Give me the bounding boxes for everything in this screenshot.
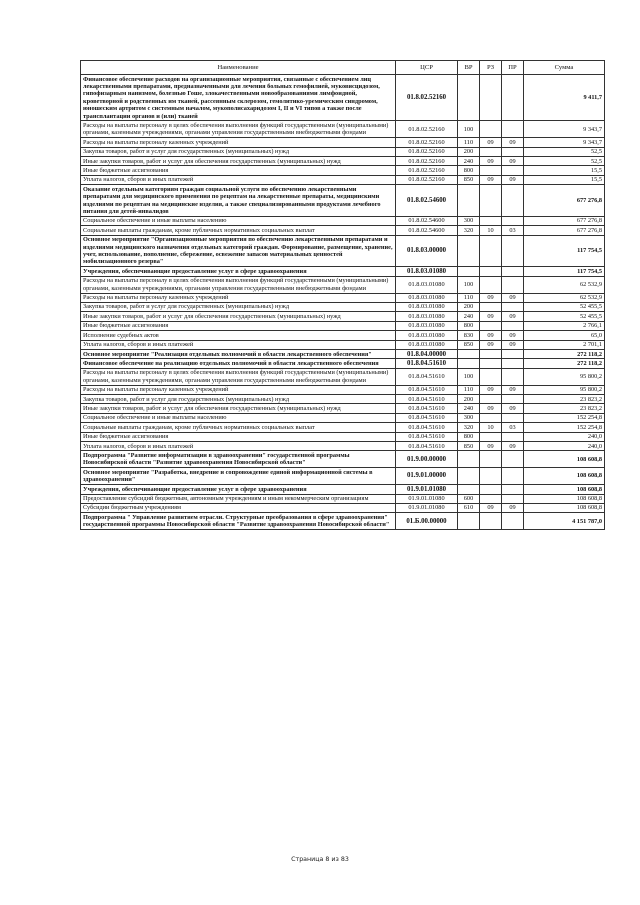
cell-csr: 01.8.04.51610 — [396, 432, 458, 441]
cell-rz — [480, 368, 502, 385]
cell-sum: 677 276,8 — [524, 216, 605, 225]
table-row — [81, 185, 605, 217]
cell-name: Уплата налогов, сборов и иных платежей — [81, 340, 396, 349]
cell-csr: 01.8.03.01080 — [396, 331, 458, 340]
cell-sum: 9 343,7 — [524, 121, 605, 138]
cell-rz: 09 — [480, 312, 502, 321]
cell-sum: 108 608,8 — [524, 485, 605, 494]
table-row — [81, 331, 605, 340]
cell-csr: 01.8.02.52160 — [396, 121, 458, 138]
table-row — [81, 485, 605, 494]
cell-rz — [480, 276, 502, 293]
table-row — [81, 166, 605, 175]
header-csr: ЦСР — [396, 61, 458, 75]
cell-vr: 240 — [458, 404, 480, 413]
cell-pr: 09 — [502, 331, 524, 340]
cell-vr — [458, 235, 480, 267]
table-row — [81, 404, 605, 413]
cell-sum: 52 455,5 — [524, 302, 605, 311]
cell-vr — [458, 75, 480, 121]
cell-rz — [480, 166, 502, 175]
cell-pr — [502, 147, 524, 156]
cell-rz — [480, 185, 502, 217]
cell-csr: 01.8.04.51610 — [396, 404, 458, 413]
cell-sum: 62 532,9 — [524, 276, 605, 293]
cell-sum: 240,0 — [524, 432, 605, 441]
cell-csr: 01.8.02.52160 — [396, 147, 458, 156]
cell-rz — [480, 321, 502, 330]
cell-rz — [480, 432, 502, 441]
cell-sum: 62 532,9 — [524, 293, 605, 302]
cell-sum: 15,5 — [524, 166, 605, 175]
cell-sum: 152 254,8 — [524, 413, 605, 422]
cell-vr: 110 — [458, 138, 480, 147]
cell-pr — [502, 302, 524, 311]
cell-rz — [480, 147, 502, 156]
cell-csr: 01.8.02.54600 — [396, 216, 458, 225]
table-row — [81, 423, 605, 432]
header-name: Наименование — [81, 61, 396, 75]
cell-sum: 677 276,8 — [524, 185, 605, 217]
cell-vr — [458, 468, 480, 485]
table-row — [81, 503, 605, 512]
cell-name: Финансовое обеспечение расходов на организационные мероприятия, связанные с обеспечением лиц лекарственными препаратами, предназначенными для лечения больных гемофилией, муковисцидозом, гипофизарным нанизмом, болезнью Гоше, злокачественными новообразованиями лимфоидной, кроветворной и родственных им тканей, рассеянным склерозом, гемолитико-уремическим синдромом, юношеским артритом с системным началом, мукополисахаридозом I, II и VI типов а также после трансплантации органов и (или) тканей — [81, 75, 396, 121]
cell-vr: 850 — [458, 442, 480, 451]
cell-rz — [480, 121, 502, 138]
cell-sum: 52,5 — [524, 157, 605, 166]
cell-csr: 01.8.02.52160 — [396, 75, 458, 121]
cell-vr: 300 — [458, 216, 480, 225]
cell-pr: 03 — [502, 226, 524, 235]
cell-rz — [480, 451, 502, 468]
cell-csr: 01.8.02.54600 — [396, 185, 458, 217]
cell-rz — [480, 350, 502, 359]
cell-name: Иные бюджетные ассигнования — [81, 321, 396, 330]
cell-rz — [480, 302, 502, 311]
cell-csr: 01.8.04.51610 — [396, 395, 458, 404]
table-row — [81, 267, 605, 276]
cell-csr: 01.8.04.51610 — [396, 423, 458, 432]
cell-sum: 9 343,7 — [524, 138, 605, 147]
cell-pr — [502, 121, 524, 138]
cell-rz: 09 — [480, 175, 502, 184]
cell-vr — [458, 267, 480, 276]
cell-csr: 01.8.02.52160 — [396, 166, 458, 175]
cell-csr: 01.Б.00.00000 — [396, 513, 458, 530]
cell-rz: 09 — [480, 442, 502, 451]
cell-csr: 01.9.01.00000 — [396, 468, 458, 485]
cell-rz — [480, 485, 502, 494]
cell-csr: 01.8.03.01080 — [396, 302, 458, 311]
cell-pr — [502, 166, 524, 175]
cell-name: Расходы на выплаты персоналу казенных учреждений — [81, 385, 396, 394]
cell-name: Учреждения, обеспечивающие предоставление услуг в сфере здравоохранения — [81, 485, 396, 494]
cell-name: Социальные выплаты гражданам, кроме публичных нормативных социальных выплат — [81, 226, 396, 235]
cell-pr — [502, 235, 524, 267]
table-row — [81, 451, 605, 468]
cell-rz: 09 — [480, 503, 502, 512]
table-row — [81, 147, 605, 156]
cell-sum: 117 754,5 — [524, 267, 605, 276]
cell-name: Иные закупки товаров, работ и услуг для обеспечения государственных (муниципальных) нужд — [81, 404, 396, 413]
page-footer — [0, 856, 640, 863]
cell-csr: 01.8.03.01080 — [396, 293, 458, 302]
cell-vr: 100 — [458, 121, 480, 138]
cell-pr: 09 — [502, 138, 524, 147]
table-row — [81, 276, 605, 293]
cell-pr — [502, 395, 524, 404]
table-row — [81, 385, 605, 394]
cell-vr — [458, 359, 480, 368]
table-row — [81, 442, 605, 451]
cell-vr: 100 — [458, 276, 480, 293]
table-row — [81, 226, 605, 235]
cell-rz: 10 — [480, 226, 502, 235]
table-row — [81, 302, 605, 311]
cell-vr — [458, 451, 480, 468]
cell-name: Расходы на выплаты персоналу казенных учреждений — [81, 138, 396, 147]
cell-vr — [458, 185, 480, 217]
cell-name: Уплата налогов, сборов и иных платежей — [81, 442, 396, 451]
cell-csr: 01.8.04.00000 — [396, 350, 458, 359]
cell-sum: 15,5 — [524, 175, 605, 184]
cell-vr: 300 — [458, 413, 480, 422]
cell-vr: 200 — [458, 147, 480, 156]
cell-vr: 600 — [458, 494, 480, 503]
cell-name: Оказание отдельным категориям граждан социальной услуги по обеспечению лекарственными препаратами для медицинского применения по рецептам на лекарственные препараты, медицинскими изделиями по рецептам на медицинские изделия, а также специализированными продуктами лечебного питания для детей-инвалидов — [81, 185, 396, 217]
cell-pr — [502, 494, 524, 503]
cell-name: Основное мероприятие "Реализация отдельных полномочий в области лекарственного обеспечения" — [81, 350, 396, 359]
cell-vr: 200 — [458, 395, 480, 404]
cell-sum: 272 118,2 — [524, 350, 605, 359]
cell-pr — [502, 321, 524, 330]
cell-sum: 240,0 — [524, 442, 605, 451]
table-row — [81, 432, 605, 441]
cell-pr: 09 — [502, 293, 524, 302]
cell-rz — [480, 235, 502, 267]
cell-name: Иные бюджетные ассигнования — [81, 432, 396, 441]
cell-sum: 23 823,2 — [524, 395, 605, 404]
cell-name: Подпрограмма " Управление развитием отрасли. Структурные преобразования в сфере здравоохранения" государственной программы Новосибирской области "Развитие здравоохранения Новосибирской области" — [81, 513, 396, 530]
cell-name: Субсидии бюджетным учреждениям — [81, 503, 396, 512]
cell-vr: 850 — [458, 175, 480, 184]
cell-pr — [502, 468, 524, 485]
cell-name: Социальное обеспечение и иные выплаты населению — [81, 216, 396, 225]
cell-pr — [502, 451, 524, 468]
cell-vr — [458, 350, 480, 359]
table-row — [81, 513, 605, 530]
cell-csr: 01.9.01.01080 — [396, 503, 458, 512]
cell-name: Закупка товаров, работ и услуг для государственных (муниципальных) нужд — [81, 395, 396, 404]
cell-name: Финансовое обеспечение на реализацию отдельных полномочий в области лекарственного обеспечения — [81, 359, 396, 368]
cell-pr: 03 — [502, 423, 524, 432]
cell-name: Подпрограмма "Развитие информатизации в здравоохранении" государственной программы Новосибирской области "Развитие здравоохранения Новосибирской области" — [81, 451, 396, 468]
table-row — [81, 340, 605, 349]
cell-rz — [480, 494, 502, 503]
cell-pr — [502, 359, 524, 368]
cell-sum: 117 754,5 — [524, 235, 605, 267]
header-vr: ВР — [458, 61, 480, 75]
cell-rz — [480, 359, 502, 368]
cell-rz: 09 — [480, 331, 502, 340]
cell-csr: 01.8.02.52160 — [396, 175, 458, 184]
cell-pr: 09 — [502, 385, 524, 394]
cell-pr — [502, 75, 524, 121]
cell-csr: 01.9.01.01080 — [396, 485, 458, 494]
cell-rz — [480, 513, 502, 530]
cell-name: Исполнение судебных актов — [81, 331, 396, 340]
cell-name: Социальное обеспечение и иные выплаты населению — [81, 413, 396, 422]
cell-csr: 01.8.03.01080 — [396, 267, 458, 276]
cell-sum: 677 276,8 — [524, 226, 605, 235]
table-row — [81, 121, 605, 138]
cell-rz: 09 — [480, 138, 502, 147]
cell-vr: 240 — [458, 157, 480, 166]
cell-rz: 09 — [480, 340, 502, 349]
table-row — [81, 494, 605, 503]
cell-name: Социальные выплаты гражданам, кроме публичных нормативных социальных выплат — [81, 423, 396, 432]
cell-sum: 52,5 — [524, 147, 605, 156]
cell-pr — [502, 513, 524, 530]
cell-rz: 09 — [480, 385, 502, 394]
cell-vr: 800 — [458, 321, 480, 330]
cell-pr — [502, 267, 524, 276]
cell-csr: 01.8.04.51610 — [396, 413, 458, 422]
cell-sum: 272 118,2 — [524, 359, 605, 368]
cell-name: Закупка товаров, работ и услуг для государственных (муниципальных) нужд — [81, 147, 396, 156]
cell-pr — [502, 368, 524, 385]
table-row — [81, 312, 605, 321]
cell-name: Уплата налогов, сборов и иных платежей — [81, 175, 396, 184]
cell-csr: 01.9.01.01080 — [396, 494, 458, 503]
table-row — [81, 216, 605, 225]
budget-table — [80, 60, 605, 530]
table-row — [81, 359, 605, 368]
cell-rz — [480, 395, 502, 404]
cell-csr: 01.8.03.01080 — [396, 321, 458, 330]
table-row — [81, 138, 605, 147]
cell-csr: 01.8.02.52160 — [396, 157, 458, 166]
cell-name: Расходы на выплаты персоналу казенных учреждений — [81, 293, 396, 302]
header-sum: Сумма — [524, 61, 605, 75]
cell-rz: 10 — [480, 423, 502, 432]
cell-name: Учреждения, обеспечивающие предоставление услуг в сфере здравоохранения — [81, 267, 396, 276]
table-row — [81, 350, 605, 359]
cell-sum: 52 455,5 — [524, 312, 605, 321]
table-header-row — [81, 61, 605, 75]
table-row — [81, 175, 605, 184]
cell-rz — [480, 468, 502, 485]
cell-vr: 110 — [458, 293, 480, 302]
document-page — [80, 60, 604, 530]
table-row — [81, 321, 605, 330]
cell-csr: 01.8.03.01080 — [396, 312, 458, 321]
cell-vr — [458, 513, 480, 530]
cell-rz: 09 — [480, 157, 502, 166]
cell-pr: 09 — [502, 503, 524, 512]
table-row — [81, 293, 605, 302]
table-row — [81, 468, 605, 485]
cell-csr: 01.8.03.01080 — [396, 340, 458, 349]
cell-rz — [480, 216, 502, 225]
cell-vr: 610 — [458, 503, 480, 512]
cell-rz: 09 — [480, 293, 502, 302]
cell-csr: 01.8.04.51610 — [396, 368, 458, 385]
cell-vr: 320 — [458, 423, 480, 432]
cell-sum: 9 411,7 — [524, 75, 605, 121]
cell-sum: 95 800,2 — [524, 368, 605, 385]
cell-csr: 01.8.04.51610 — [396, 442, 458, 451]
table-body — [81, 75, 605, 530]
cell-pr: 09 — [502, 175, 524, 184]
cell-rz — [480, 75, 502, 121]
cell-pr: 09 — [502, 157, 524, 166]
cell-rz — [480, 267, 502, 276]
cell-csr: 01.8.02.52160 — [396, 138, 458, 147]
cell-vr: 320 — [458, 226, 480, 235]
page-number: Страница 8 из 83 — [291, 856, 349, 863]
table-row — [81, 235, 605, 267]
cell-csr: 01.8.02.54600 — [396, 226, 458, 235]
cell-sum: 108 608,8 — [524, 503, 605, 512]
cell-pr — [502, 413, 524, 422]
cell-name: Расходы на выплаты персоналу в целях обеспечения выполнения функций государственными (муниципальными) органами, казенными учреждениями, органами управления государственными внебюджетными фондами — [81, 121, 396, 138]
table-row — [81, 157, 605, 166]
cell-sum: 65,0 — [524, 331, 605, 340]
cell-pr: 09 — [502, 312, 524, 321]
cell-vr: 100 — [458, 368, 480, 385]
cell-sum: 108 608,8 — [524, 451, 605, 468]
cell-pr — [502, 276, 524, 293]
cell-pr: 09 — [502, 442, 524, 451]
cell-name: Основное мероприятие "Организационные мероприятия по обеспечению лекарственными препаратами и изделиями медицинского назначения отдельных категорий граждан. Формирование, размещение, хранение, учет, использование, пополнение, сбережение, освежение запасов материальных ценностей мобилизационного резерва" — [81, 235, 396, 267]
cell-rz: 09 — [480, 404, 502, 413]
cell-vr: 850 — [458, 340, 480, 349]
table-row — [81, 395, 605, 404]
cell-sum: 2 701,1 — [524, 340, 605, 349]
cell-name: Основное мероприятие "Разработка, внедрение и сопровождение единой информационной системы в здравоохранении" — [81, 468, 396, 485]
cell-csr: 01.8.04.51610 — [396, 385, 458, 394]
cell-pr — [502, 350, 524, 359]
cell-sum: 2 766,1 — [524, 321, 605, 330]
table-row — [81, 368, 605, 385]
header-pr: ПР — [502, 61, 524, 75]
cell-name: Предоставление субсидий бюджетным, автономным учреждениям и иным некоммерческим организациям — [81, 494, 396, 503]
cell-name: Иные бюджетные ассигнования — [81, 166, 396, 175]
cell-name: Иные закупки товаров, работ и услуг для обеспечения государственных (муниципальных) нужд — [81, 312, 396, 321]
cell-vr: 800 — [458, 166, 480, 175]
cell-sum: 4 151 787,0 — [524, 513, 605, 530]
cell-name: Расходы на выплаты персоналу в целях обеспечения выполнения функций государственными (муниципальными) органами, казенными учреждениями, органами управления государственными внебюджетными фондами — [81, 276, 396, 293]
cell-vr: 800 — [458, 432, 480, 441]
cell-vr: 240 — [458, 312, 480, 321]
table-row — [81, 75, 605, 121]
cell-vr: 110 — [458, 385, 480, 394]
cell-name: Иные закупки товаров, работ и услуг для обеспечения государственных (муниципальных) нужд — [81, 157, 396, 166]
cell-csr: 01.9.00.00000 — [396, 451, 458, 468]
cell-sum: 108 608,8 — [524, 468, 605, 485]
cell-pr: 09 — [502, 404, 524, 413]
cell-sum: 95 800,2 — [524, 385, 605, 394]
cell-csr: 01.8.04.51610 — [396, 359, 458, 368]
cell-pr — [502, 185, 524, 217]
cell-name: Закупка товаров, работ и услуг для государственных (муниципальных) нужд — [81, 302, 396, 311]
cell-vr — [458, 485, 480, 494]
cell-sum: 152 254,8 — [524, 423, 605, 432]
cell-pr: 09 — [502, 340, 524, 349]
cell-sum: 108 608,8 — [524, 494, 605, 503]
cell-sum: 23 823,2 — [524, 404, 605, 413]
cell-vr: 830 — [458, 331, 480, 340]
cell-csr: 01.8.03.00000 — [396, 235, 458, 267]
cell-rz — [480, 413, 502, 422]
cell-pr — [502, 216, 524, 225]
cell-csr: 01.8.03.01080 — [396, 276, 458, 293]
cell-name: Расходы на выплаты персоналу в целях обеспечения выполнения функций государственными (муниципальными) органами, казенными учреждениями, органами управления государственными внебюджетными фондами — [81, 368, 396, 385]
table-row — [81, 413, 605, 422]
cell-pr — [502, 485, 524, 494]
cell-vr: 200 — [458, 302, 480, 311]
cell-pr — [502, 432, 524, 441]
header-rz: РЗ — [480, 61, 502, 75]
